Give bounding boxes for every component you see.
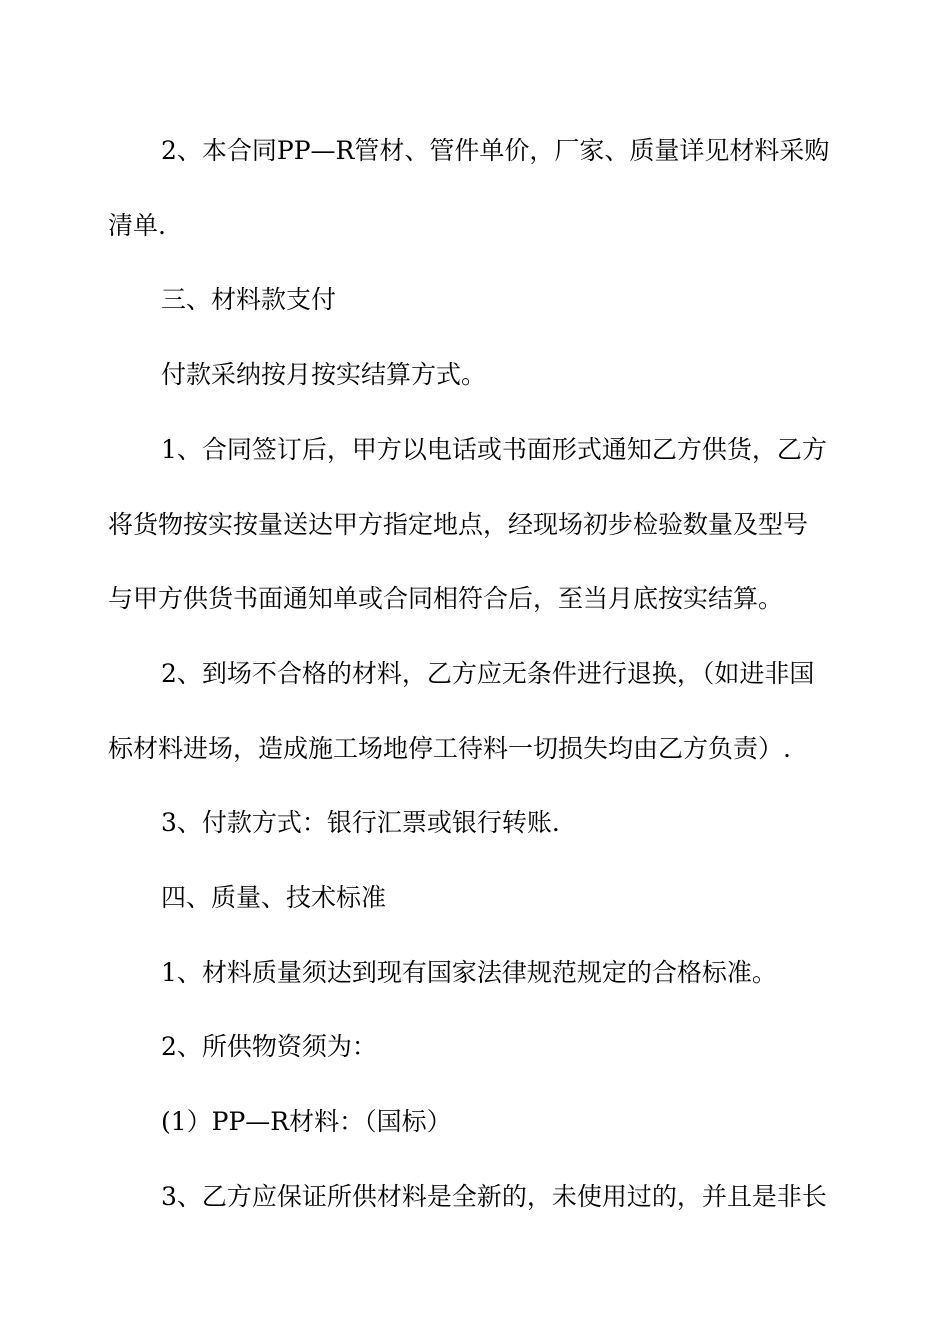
- section-heading: 三、材料款支付: [161, 285, 337, 314]
- section-heading: 四、质量、技术标准: [161, 883, 387, 912]
- paragraph-line: 2、到场不合格的材料，乙方应无条件进行退换，（如进非国: [161, 659, 815, 688]
- paragraph-line: 将货物按实按量送达甲方指定地点，经现场初步检验数量及型号: [108, 510, 809, 539]
- paragraph-line: 3、付款方式：银行汇票或银行转账.: [161, 808, 560, 837]
- paragraph-line: 标材料进场，造成施工场地停工待料一切损失均由乙方负责）.: [108, 734, 791, 763]
- paragraph-line: 3、乙方应保证所供材料是全新的，未使用过的，并且是非长: [161, 1182, 827, 1211]
- paragraph-line: 2、所供物资须为：: [161, 1032, 377, 1061]
- paragraph-line: 付款采纳按月按实结算方式。: [161, 360, 487, 389]
- paragraph-line: 1、材料质量须达到现有国家法律规范规定的合格标准。: [161, 958, 777, 987]
- paragraph-line: 1、合同签订后，甲方以电话或书面形式通知乙方供货，乙方: [161, 435, 827, 464]
- paragraph-line: (1）PP—R材料：（国标）: [161, 1107, 452, 1136]
- paragraph-line: 清单.: [108, 211, 166, 240]
- paragraph-line: 与甲方供货书面通知单或合同相符合后，至当月底按实结算。: [108, 584, 784, 613]
- paragraph-line: 2、本合同PP—R管材、管件单价，厂家、质量详见材料采购: [161, 136, 830, 165]
